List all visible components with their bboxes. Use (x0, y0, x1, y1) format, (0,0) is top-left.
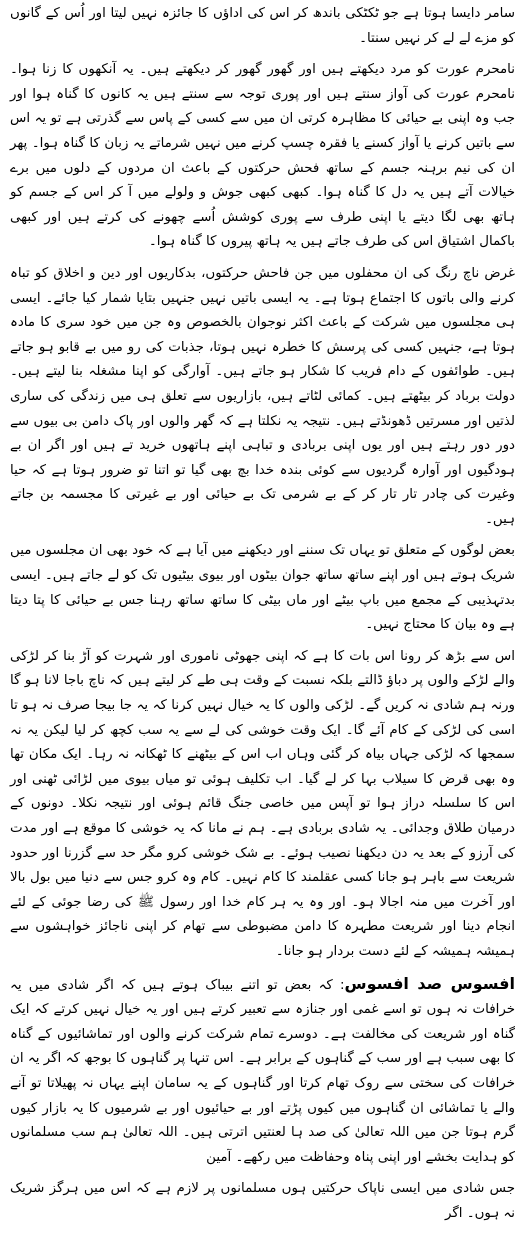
paragraph-7: جس شادی میں ایسی ناپاک حرکتیں ہوں مسلمانوں پر لازم ہے کہ اس میں ہرگز شریک نہ ہوں۔ اگر (10, 1181, 515, 1221)
heading-colon: : (340, 977, 345, 993)
paragraph-4: بعض لوگوں کے متعلق تو یہاں تک سننے اور دیکھنے میں آیا ہے کہ خود بھی ان مجلسوں میں شریک ہوتے ہیں اور اپنے ساتھ ساتھ جوان بیٹوں اور بیوی بیٹیوں تک کو لے جاتے ہیں۔ ایسی بدتہذیبی کے مجمع میں باپ بیٹے اور ماں بیٹی کا ساتھ ساتھ رہنا جس بے حیائی کا پتا دیتا ہے وہ بیان کا محتاج نہیں۔ (10, 543, 515, 633)
paragraph-3: غرض ناچ رنگ کی ان محفلوں میں جن فاحش حرکتوں، بدکاریوں اور دین و اخلاق کو تباہ کرنے والی باتوں کا اجتماع ہوتا ہے۔ یہ ایسی باتیں نہیں جنہیں بتایا شمار کیا جائے۔ ایسی ہی مجلسوں میں شرکت کے باعث اکثر نوجوان بالخصوص وہ جن میں خود سری کا مادہ ہوتا ہے، جنہیں کسی کی پرسش کا خطرہ نہیں ہوتا، جذبات کی رو میں بے قابو ہو جاتے ہیں۔ طوائفوں کے دام فریب کا شکار ہو جاتے ہیں۔ آوارگی کو اپنا مشغلہ بنا لیتے ہیں۔ دولت برباد کر بیٹھتے ہیں۔ کمائی لٹاتے ہیں، بازاریوں سے تعلق ہی میں زندگی کی ساری لذتیں اور مسرتیں ڈھونڈتے ہیں۔ نتیجہ یہ نکلتا ہے کہ گھر والوں اور پاک دامن بی بیوں سے دور دور رہتے ہیں اور یوں اپنی بربادی و تباہی اپنے ہاتھوں خرید تے ہیں اور اگر ان بے ہودگیوں اور آوارہ گردیوں سے کوئی بندہ خدا بچ بھی گیا تو اتنا تو ضرور ہوتا ہے کہ حیا وغیرت کی چادر تار تار کر کے بے شرمی تک بے حیائی اور بے غیرتی کا مجسمہ بن جاتے ہیں۔ (10, 265, 515, 527)
paragraph-2: نامحرم عورت کو مرد دیکھتے ہیں اور گھور گھور کر دیکھتے ہیں۔ یہ آنکھوں کا زنا ہوا۔ نامحرم عورت کی آواز سنتے ہیں اور پوری توجہ سے سنتے ہیں یہ کانوں کا گناہ ہوا اور جب وہ اپنی بے حیائی کا مظاہرہ کرتی ان میں سے کسی کے پاس سے گذرتی ہے تو یہ اس سے باتیں کرنے یا آواز کسنے یا فقرہ چسپ کرنے میں نہیں شرماتے یہ زبان کا گناہ ہوا۔ پھر ان کی نیم برہنہ جسم کے ساتھ فحش حرکتوں کے باعث ان مردوں کے دلوں میں برے خیالات آتے ہیں یہ دل کا گناہ ہوا۔ کبھی کبھی جوش و ولولے میں آ کر اس کے جسم کو ہاتھ بھی لگا دیتے یا اپنی طرف سے پوری کوشش اُسے چھونے کی کرتے ہیں اور کبھی باکمال اشتیاق اس کی طرف جاتے ہیں یہ ہاتھ پیروں کا گناہ ہوا۔ (10, 62, 515, 250)
paragraph-1: سامر دایسا ہوتا ہے جو ٹکٹکی باندھ کر اس کی اداؤں کا جائزہ نہیں لیتا اور اُس کے گانوں کو مزے لے لے کر نہیں سنتا۔ (10, 6, 515, 46)
section-heading: افسوس صد افسوس (344, 973, 515, 993)
paragraph-5: اس سے بڑھ کر رونا اس بات کا ہے کہ اپنی جھوٹی ناموری اور شہرت کو آڑ بنا کر لڑکی والے لڑکے والوں پر دباؤ ڈالتے بلکہ نسبت کے وقت ہی طے کر لیتے ہیں کہ ناچ باجا لانا ہو گا ورنہ ہم شادی نہ کریں گے۔ لڑکی والوں کا یہ خیال نہیں کرنا کہ یہ جا بیجا صرف نہ ہو تا اسی کی لڑکی کے کام آئے گا۔ ایک وقت خوشی کی لے سے یہ سب کچھ کر لیا لیکن یہ نہ سمجھا کہ لڑکی جہاں بیاہ کر گئی وہاں اب اس کے بیٹھنے کا ٹھکانہ نہ رہا۔ ایک مکان تھا وہ بھی قرض کا سیلاب بہا کر لے گیا۔ اب تکلیف ہوئی تو میاں بیوی میں لڑائی ٹھنی اور اس کا سلسلہ دراز ہوا تو آپس میں خاصی جنگ قائم ہوئی اور نتیجہ نکلا۔ دونوں کے درمیان طلاق وجدائی۔ یہ شادی بربادی ہے۔ ہم نے مانا کہ یہ خوشی کا موقع ہے اور مدت کی آرزو کے بعد یہ دن دیکھنا نصیب ہوئے۔ بے شک خوشی کرو مگر حد سے گزرنا اور حدود شریعت سے باہر ہو جانا کسی عقلمند کا کام نہیں۔ کام وہ کرو جس سے دنیا میں بول بالا اور آخرت میں منہ اجالا ہو۔ اور وہ یہ ہر کام خدا اور رسول ﷺ کی رضا جوئی کے لئے انجام دینا اور شریعت مطہرہ کا دامن مضبوطی سے تھام کر اپنی ناجائز خواہشوں سے ہمیشہ ہمیشہ کے لئے دست بردار ہو جانا۔ (10, 648, 515, 959)
paragraph-6-text: کہ بعض تو اتنے بیباک ہوتے ہیں کہ اگر شادی میں یہ خرافات نہ ہوں تو اسے غمی اور جنازہ سے تعبیر کرتے ہیں اور یہ خیال نہیں کرتے کہ ایک گناہ اور شریعت کی مخالفت ہے۔ دوسرے تمام شرکت کرنے والوں اور تماشائیوں کے گناہ کا بھی سبب ہے اور سب کے گناہوں کے برابر ہے۔ اس تنہا پر گناہوں کا بوجھ کہ اگر یہ ان خرافات کی سختی سے روک تھام کرتا اور گناہوں کے یہ سامان اپنے یہاں نہ پھیلاتا تو آنے والے یا تماشائی ان گناہوں میں کیوں پڑتے اور بے حیائیوں اور بے شرمیوں کا یہ بازار کیوں گرم ہوتا جن میں اللہ تعالیٰ کی صد ہا لعنتیں اترتی ہیں۔ اللہ تعالیٰ ہم سب مسلمانوں کو ہدایت بخشے اور اپنی پناہ وحفاظت میں رکھے۔ آمین (10, 977, 515, 1165)
paragraph-6 (10, 972, 515, 1171)
